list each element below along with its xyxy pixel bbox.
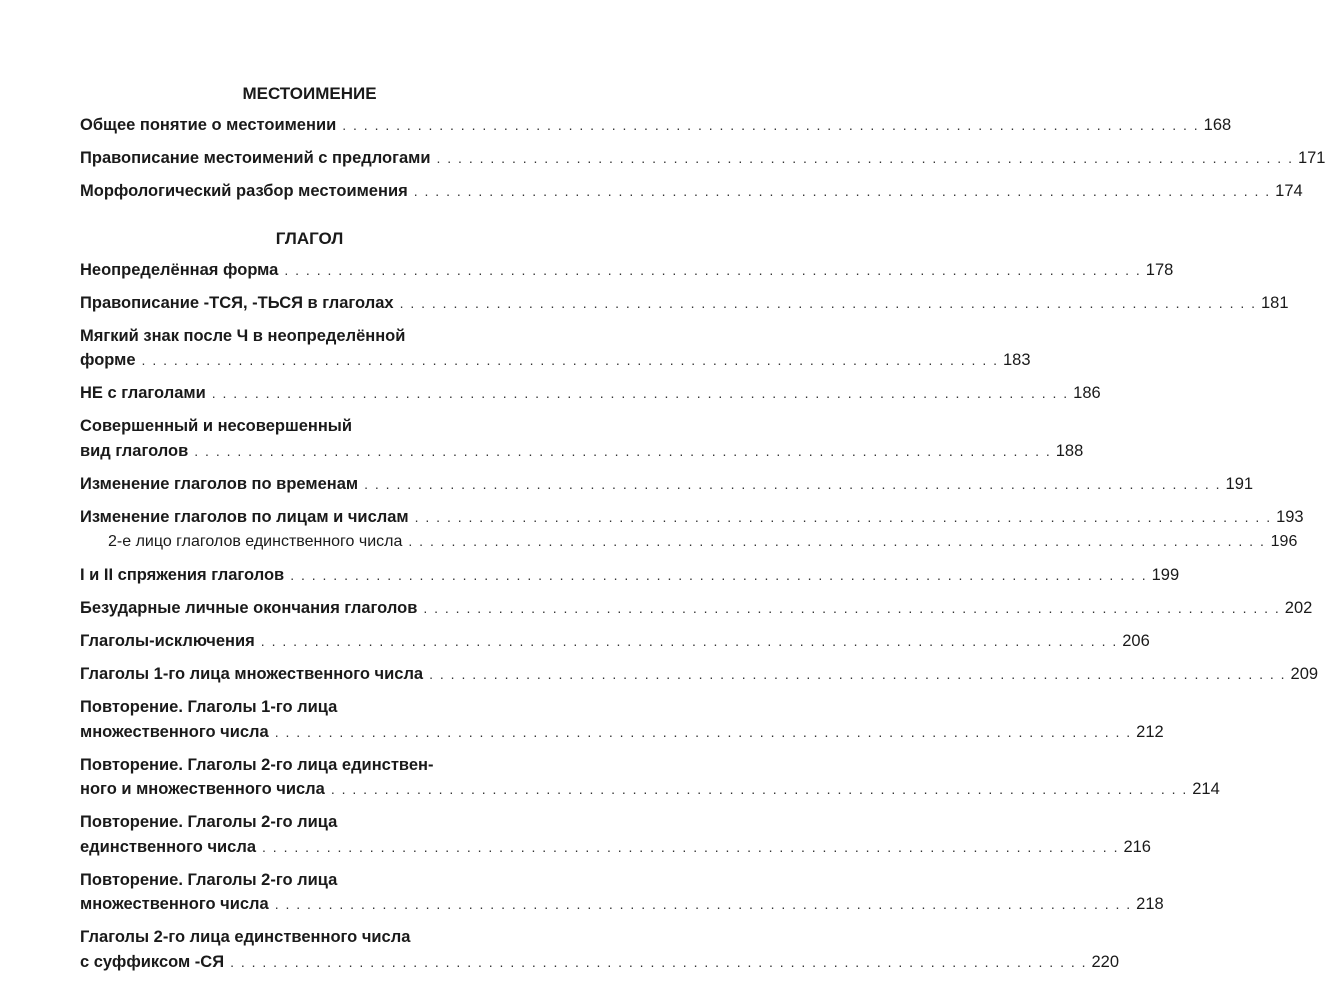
entry-title: ного и множественного числа [80,780,325,798]
toc-entry [80,381,1101,406]
entry-title: Правописание -ТСЯ, -ТЬСЯ в глаголах [80,293,394,312]
page-number: 212 [1136,722,1164,741]
page-number: 186 [1073,384,1101,402]
page-number: 183 [1002,351,1031,369]
entry-title: Глаголы 1-го лица множественного числа [80,665,424,683]
page-number: 178 [1145,260,1174,279]
page-number: 199 [1151,566,1180,584]
page-number: 171 [1297,148,1325,167]
toc-entry [80,179,1303,204]
entry-title: Глаголы-исключения [80,632,255,650]
entry-title: Совершенный и несовершенный [80,417,353,435]
page-number: 216 [1123,837,1151,856]
dot-leader: . . . . . . . . . . . . . . . . . . . . . . . . . . . . . . . . . . . . . . . . . . . . . . . . . . . . . . . . . . . . . . . . . . . . . . . . . . . . . . . . [274,723,1132,740]
toc-entry [80,113,1232,138]
toc-entry [80,753,1220,802]
entry-title: форме [80,351,136,369]
entry-title: Неопределённая форма [80,260,279,279]
page-number: 196 [1270,533,1298,550]
page-number: 181 [1261,293,1289,312]
entry-title: Безударные личные окончания глаголов [80,599,418,617]
entry-title: Правописание местоимений с предлогами [80,148,431,167]
page-number: 174 [1275,181,1303,200]
toc-entry [80,324,1031,373]
entry-title: Морфологический разбор местоимения [80,181,408,200]
entry-title: единственного числа [80,837,257,856]
section-title: ГЛАГОЛ [275,229,344,248]
dot-leader: . . . . . . . . . . . . . . . . . . . . . . . . . . . . . . . . . . . . . . . . . . . . . . . . . . . . . . . . . . . . . . . . . . . . . . . . . . . . . . . . [342,116,1200,133]
entry-title: Изменение глаголов по временам [80,474,359,493]
toc-entry [80,925,1120,974]
toc-entry [80,596,1313,621]
page-number: 220 [1091,952,1120,971]
entry-title: множественного числа [80,722,269,741]
section-pronoun [80,84,1325,203]
entry-title: I и II спряжения глаголов [80,566,285,584]
dot-leader: . . . . . . . . . . . . . . . . . . . . . . . . . . . . . . . . . . . . . . . . . . . . . . . . . . . . . . . . . . . . . . . . . . . . . . . . . . . . . . . . [260,633,1118,649]
dot-leader: . . . . . . . . . . . . . . . . . . . . . . . . . . . . . . . . . . . . . . . . . . . . . . . . . . . . . . . . . . . . . . . . . . . . . . . . . . . . . . . . [399,294,1257,311]
toc-entry [80,291,1289,316]
section-verb [80,229,1319,974]
entry-title: 2-е лицо глаголов единственного числа [108,533,403,550]
toc-entry [80,868,1164,917]
entry-title: множественного числа [80,895,269,913]
page-number: 202 [1284,599,1313,617]
entry-title: с суффиксом -СЯ [80,952,225,971]
entry-title: НЕ с глаголами [80,384,206,402]
dot-leader: . . . . . . . . . . . . . . . . . . . . . . . . . . . . . . . . . . . . . . . . . . . . . . . . . . . . . . . . . . . . . . . . . . . . . . . . . . . . . . . . [364,475,1222,492]
dot-leader: . . . . . . . . . . . . . . . . . . . . . . . . . . . . . . . . . . . . . . . . . . . . . . . . . . . . . . . . . . . . . . . . . . . . . . . . . . . . . . . . [413,182,1271,199]
toc-entry [80,695,1164,744]
dot-leader: . . . . . . . . . . . . . . . . . . . . . . . . . . . . . . . . . . . . . . . . . . . . . . . . . . . . . . . . . . . . . . . . . . . . . . . . . . . . . . . . [330,781,1188,797]
page-number: 218 [1136,895,1164,913]
dot-leader: . . . . . . . . . . . . . . . . . . . . . . . . . . . . . . . . . . . . . . . . . . . . . . . . . . . . . . . . . . . . . . . . . . . . . . . . . . . . . . . . [290,567,1148,583]
section-title: МЕСТОИМЕНИЕ [242,84,377,103]
dot-leader: . . . . . . . . . . . . . . . . . . . . . . . . . . . . . . . . . . . . . . . . . . . . . . . . . . . . . . . . . . . . . . . . . . . . . . . . . . . . . . . . [262,838,1119,855]
entry-title: вид глаголов [80,441,189,460]
dot-leader: . . . . . . . . . . . . . . . . . . . . . . . . . . . . . . . . . . . . . . . . . . . . . . . . . . . . . . . . . . . . . . . . . . . . . . . . . . . . . . . . [414,508,1272,525]
dot-leader: . . . . . . . . . . . . . . . . . . . . . . . . . . . . . . . . . . . . . . . . . . . . . . . . . . . . . . . . . . . . . . . . . . . . . . . . . . . . . . . . [429,666,1287,682]
entry-title: Глаголы 2-го лица единственного числа [80,928,411,946]
entry-title: Общее понятие о местоимении [80,115,337,134]
dot-leader: . . . . . . . . . . . . . . . . . . . . . . . . . . . . . . . . . . . . . . . . . . . . . . . . . . . . . . . . . . . . . . . . . . . . . . . . . . . . . . . . [274,896,1132,912]
toc-entry [80,472,1254,497]
page-number: 168 [1203,115,1232,134]
dot-leader: . . . . . . . . . . . . . . . . . . . . . . . . . . . . . . . . . . . . . . . . . . . . . . . . . . . . . . . . . . . . . . . . . . . . . . . . . . . . . . . . [423,600,1281,616]
dot-leader: . . . . . . . . . . . . . . . . . . . . . . . . . . . . . . . . . . . . . . . . . . . . . . . . . . . . . . . . . . . . . . . . . . . . . . . . . . . . . . . . [141,352,999,368]
entry-title: Изменение глаголов по лицам и числам [80,507,409,526]
page-number: 188 [1055,441,1084,460]
toc-entry [80,563,1180,588]
toc-entry [80,505,1304,530]
dot-leader: . . . . . . . . . . . . . . . . . . . . . . . . . . . . . . . . . . . . . . . . . . . . . . . . . . . . . . . . . . . . . . . . . . . . . . . . . . . . . . . . [230,953,1088,970]
dot-leader: . . . . . . . . . . . . . . . . . . . . . . . . . . . . . . . . . . . . . . . . . . . . . . . . . . . . . . . . . . . . . . . . . . . . . . . . . . . . . . . . [211,385,1069,401]
toc-entry [80,810,1151,859]
entry-title: Повторение. Глаголы 2-го лица единствен- [80,755,434,774]
toc-subentry [80,529,1298,555]
dot-leader: . . . . . . . . . . . . . . . . . . . . . . . . . . . . . . . . . . . . . . . . . . . . . . . . . . . . . . . . . . . . . . . . . . . . . . . . . . . . . . . . [408,533,1266,549]
dot-leader: . . . . . . . . . . . . . . . . . . . . . . . . . . . . . . . . . . . . . . . . . . . . . . . . . . . . . . . . . . . . . . . . . . . . . . . . . . . . . . . . [436,149,1294,166]
toc-entry [80,629,1150,654]
page-number: 193 [1276,507,1304,526]
page-number: 206 [1122,632,1150,650]
page-number: 209 [1290,665,1319,683]
entry-title: Повторение. Глаголы 2-го лица [80,813,338,831]
page-number: 214 [1192,780,1220,798]
page-number: 191 [1225,474,1254,493]
dot-leader: . . . . . . . . . . . . . . . . . . . . . . . . . . . . . . . . . . . . . . . . . . . . . . . . . . . . . . . . . . . . . . . . . . . . . . . . . . . . . . . . [194,442,1052,459]
toc-entry [80,662,1319,687]
toc-entry [80,146,1325,171]
toc-entry [80,414,1084,463]
entry-title: Мягкий знак после Ч в неопределённой [80,326,406,345]
dot-leader: . . . . . . . . . . . . . . . . . . . . . . . . . . . . . . . . . . . . . . . . . . . . . . . . . . . . . . . . . . . . . . . . . . . . . . . . . . . . . . . . [284,261,1142,278]
entry-title: Повторение. Глаголы 1-го лица [80,698,338,716]
toc-entry [80,258,1174,283]
entry-title: Повторение. Глаголы 2-го лица [80,870,338,889]
